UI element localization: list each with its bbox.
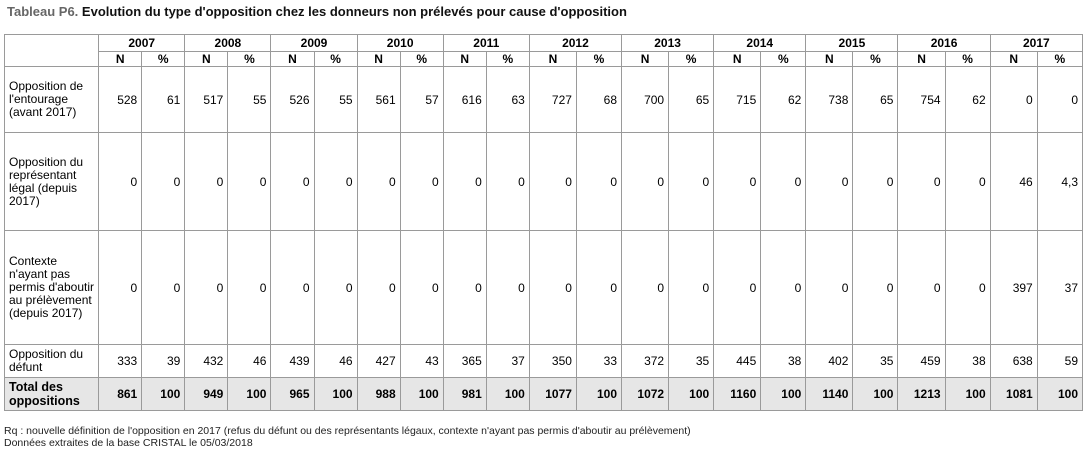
total-row <box>5 378 1083 411</box>
cell-count: 439 <box>271 345 314 378</box>
cell-percent: 35 <box>853 345 898 378</box>
row-label: Opposition du défunt <box>5 345 99 378</box>
subheader-row <box>5 52 1083 67</box>
cell-percent: 61 <box>142 67 185 133</box>
cell-percent: 0 <box>142 133 185 231</box>
year-header-2010: 2010 <box>357 35 443 52</box>
cell-percent: 65 <box>853 67 898 133</box>
cell-count: 715 <box>714 67 761 133</box>
pct-header: % <box>228 52 271 67</box>
pct-header: % <box>314 52 357 67</box>
cell-count: 0 <box>990 67 1037 133</box>
cell-percent: 0 <box>853 133 898 231</box>
cell-count: 965 <box>271 378 314 411</box>
n-header: N <box>271 52 314 67</box>
cell-percent: 55 <box>314 67 357 133</box>
cell-count: 350 <box>529 345 576 378</box>
pct-header: % <box>853 52 898 67</box>
cell-percent: 68 <box>576 67 621 133</box>
cell-count: 0 <box>443 133 486 231</box>
n-header: N <box>99 52 142 67</box>
year-header-row <box>5 35 1083 52</box>
pct-header: % <box>576 52 621 67</box>
year-header-2012: 2012 <box>529 35 621 52</box>
cell-percent: 0 <box>486 231 529 345</box>
cell-count: 365 <box>443 345 486 378</box>
cell-percent: 63 <box>486 67 529 133</box>
cell-percent: 39 <box>142 345 185 378</box>
year-header-2008: 2008 <box>185 35 271 52</box>
cell-count: 459 <box>898 345 945 378</box>
cell-percent: 37 <box>1037 231 1082 345</box>
cell-percent: 62 <box>761 67 806 133</box>
pct-header: % <box>1037 52 1082 67</box>
total-label: Total des oppositions <box>5 378 99 411</box>
cell-percent: 0 <box>761 231 806 345</box>
cell-count: 1077 <box>529 378 576 411</box>
cell-count: 0 <box>443 231 486 345</box>
table-row <box>5 231 1083 345</box>
n-header: N <box>357 52 400 67</box>
footnote-definition: Rq : nouvelle définition de l'opposition en 2017 (refus du défunt ou des représentants légaux, contexte n'ayant pas permis d'aboutir au prélèvement) <box>4 425 691 437</box>
cell-count: 526 <box>271 67 314 133</box>
cell-percent: 0 <box>1037 67 1082 133</box>
cell-percent: 46 <box>228 345 271 378</box>
table-row <box>5 345 1083 378</box>
cell-count: 1072 <box>622 378 669 411</box>
cell-percent: 0 <box>314 133 357 231</box>
cell-percent: 4,3 <box>1037 133 1082 231</box>
cell-percent: 100 <box>228 378 271 411</box>
cell-percent: 33 <box>576 345 621 378</box>
cell-percent: 0 <box>228 133 271 231</box>
cell-percent: 0 <box>669 133 714 231</box>
cell-percent: 55 <box>228 67 271 133</box>
cell-percent: 0 <box>945 231 990 345</box>
n-header: N <box>622 52 669 67</box>
cell-count: 46 <box>990 133 1037 231</box>
year-header-2017: 2017 <box>990 35 1082 52</box>
cell-percent: 37 <box>486 345 529 378</box>
cell-percent: 100 <box>314 378 357 411</box>
cell-percent: 65 <box>669 67 714 133</box>
table-title <box>7 4 627 20</box>
cell-count: 0 <box>99 133 142 231</box>
cell-count: 754 <box>898 67 945 133</box>
n-header: N <box>185 52 228 67</box>
pct-header: % <box>142 52 185 67</box>
cell-percent: 0 <box>400 133 443 231</box>
cell-percent: 35 <box>669 345 714 378</box>
cell-percent: 0 <box>853 231 898 345</box>
cell-percent: 100 <box>669 378 714 411</box>
cell-percent: 57 <box>400 67 443 133</box>
cell-count: 0 <box>99 231 142 345</box>
cell-percent: 38 <box>761 345 806 378</box>
cell-count: 638 <box>990 345 1037 378</box>
cell-count: 0 <box>357 133 400 231</box>
cell-count: 0 <box>357 231 400 345</box>
cell-count: 427 <box>357 345 400 378</box>
cell-percent: 0 <box>761 133 806 231</box>
cell-percent: 0 <box>945 133 990 231</box>
year-header-2013: 2013 <box>622 35 714 52</box>
table-title-main: Evolution du type d'opposition chez les donneurs non prélevés pour cause d'opposition <box>81 4 627 19</box>
n-header: N <box>529 52 576 67</box>
cell-count: 0 <box>622 231 669 345</box>
cell-count: 1140 <box>806 378 853 411</box>
pct-header: % <box>486 52 529 67</box>
pct-header: % <box>945 52 990 67</box>
cell-count: 528 <box>99 67 142 133</box>
year-header-2016: 2016 <box>898 35 990 52</box>
year-header-2007: 2007 <box>99 35 185 52</box>
cell-percent: 0 <box>228 231 271 345</box>
cell-count: 445 <box>714 345 761 378</box>
cell-count: 372 <box>622 345 669 378</box>
cell-percent: 100 <box>576 378 621 411</box>
cell-percent: 0 <box>576 133 621 231</box>
n-header: N <box>990 52 1037 67</box>
cell-count: 0 <box>714 231 761 345</box>
row-label: Contexte n'ayant pas permis d'aboutir au prélèvement (depuis 2017) <box>5 231 99 345</box>
cell-percent: 100 <box>142 378 185 411</box>
year-header-2014: 2014 <box>714 35 806 52</box>
cell-count: 0 <box>806 133 853 231</box>
cell-percent: 100 <box>1037 378 1082 411</box>
cell-count: 0 <box>898 231 945 345</box>
cell-count: 0 <box>898 133 945 231</box>
cell-count: 0 <box>185 231 228 345</box>
pct-header: % <box>669 52 714 67</box>
row-label: Opposition du représentant légal (depuis 2017) <box>5 133 99 231</box>
year-header-2015: 2015 <box>806 35 898 52</box>
cell-count: 727 <box>529 67 576 133</box>
year-header-2011: 2011 <box>443 35 529 52</box>
cell-percent: 0 <box>400 231 443 345</box>
table-row <box>5 133 1083 231</box>
n-header: N <box>714 52 761 67</box>
cell-percent: 100 <box>945 378 990 411</box>
cell-percent: 62 <box>945 67 990 133</box>
cell-percent: 59 <box>1037 345 1082 378</box>
n-header: N <box>806 52 853 67</box>
cell-percent: 0 <box>669 231 714 345</box>
cell-count: 333 <box>99 345 142 378</box>
cell-percent: 100 <box>400 378 443 411</box>
cell-percent: 0 <box>314 231 357 345</box>
cell-count: 397 <box>990 231 1037 345</box>
row-label: Opposition de l'entourage (avant 2017) <box>5 67 99 133</box>
pct-header: % <box>400 52 443 67</box>
cell-count: 0 <box>529 133 576 231</box>
cell-count: 981 <box>443 378 486 411</box>
n-header: N <box>443 52 486 67</box>
cell-percent: 38 <box>945 345 990 378</box>
cell-percent: 100 <box>486 378 529 411</box>
cell-count: 738 <box>806 67 853 133</box>
cell-count: 0 <box>714 133 761 231</box>
cell-count: 0 <box>622 133 669 231</box>
cell-count: 0 <box>806 231 853 345</box>
cell-percent: 43 <box>400 345 443 378</box>
cell-count: 0 <box>271 133 314 231</box>
corner-cell <box>5 35 99 67</box>
cell-count: 949 <box>185 378 228 411</box>
cell-percent: 46 <box>314 345 357 378</box>
cell-percent: 100 <box>853 378 898 411</box>
cell-count: 0 <box>185 133 228 231</box>
year-header-2009: 2009 <box>271 35 357 52</box>
cell-count: 988 <box>357 378 400 411</box>
cell-percent: 0 <box>576 231 621 345</box>
cell-percent: 0 <box>486 133 529 231</box>
cell-count: 0 <box>529 231 576 345</box>
cell-count: 1160 <box>714 378 761 411</box>
table-row <box>5 67 1083 133</box>
footnotes <box>4 425 691 449</box>
cell-percent: 100 <box>761 378 806 411</box>
pct-header: % <box>761 52 806 67</box>
opposition-table <box>4 34 1083 411</box>
footnote-source: Données extraites de la base CRISTAL le 05/03/2018 <box>4 437 253 449</box>
cell-count: 1213 <box>898 378 945 411</box>
cell-count: 861 <box>99 378 142 411</box>
cell-count: 432 <box>185 345 228 378</box>
table-title-prefix: Tableau P6. <box>7 4 79 19</box>
cell-count: 517 <box>185 67 228 133</box>
cell-count: 402 <box>806 345 853 378</box>
cell-count: 0 <box>271 231 314 345</box>
cell-count: 700 <box>622 67 669 133</box>
n-header: N <box>898 52 945 67</box>
cell-count: 561 <box>357 67 400 133</box>
cell-count: 1081 <box>990 378 1037 411</box>
cell-percent: 0 <box>142 231 185 345</box>
cell-count: 616 <box>443 67 486 133</box>
